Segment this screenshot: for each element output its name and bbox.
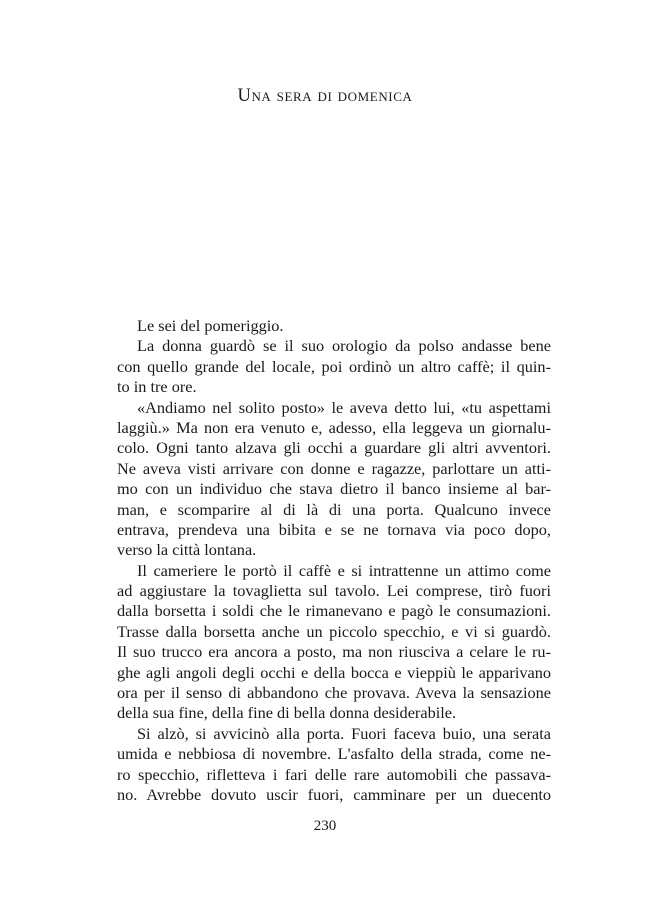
paragraph-line: Il suo trucco era ancora a posto, ma non riusciva a celare le ru- — [117, 642, 551, 662]
paragraph-line: Ne aveva visti arrivare con donne e ragazze, parlottare un atti- — [117, 458, 551, 478]
paragraph-line: Le sei del pomeriggio. — [137, 316, 284, 335]
body-text — [117, 316, 551, 805]
paragraph-line: to in tre ore. — [117, 377, 197, 397]
paragraph-line: Si alzò, si avvicinò alla porta. Fuori faceva buio, una serata — [137, 723, 551, 743]
paragraph-line: Trasse dalla borsetta anche un piccolo specchio, e vi si guardò. — [117, 621, 551, 641]
paragraph-line: ora per il senso di abbandono che provava. Aveva la sensazione — [117, 683, 551, 703]
paragraph-line: colo. Ogni tanto alzava gli occhi a guardare gli altri avventori. — [117, 438, 551, 458]
paragraph-line: entrava, prendeva una bibita e se ne tornava via poco dopo, — [117, 519, 551, 539]
paragraph-line: con quello grande del locale, poi ordinò un altro caffè; il quin- — [117, 356, 551, 376]
paragraph-line: umida e nebbiosa di novembre. L'asfalto della strada, come ne- — [117, 744, 551, 764]
paragraph-line: dalla borsetta i soldi che le rimanevano e pagò le consumazioni. — [117, 601, 551, 621]
page-number: 230 — [313, 818, 337, 834]
paragraph-line: Il cameriere le portò il caffè e si intrattenne un attimo come — [137, 560, 551, 580]
chapter-title: Una sera di domenica — [237, 86, 413, 106]
paragraph-line: ro specchio, rifletteva i fari delle rare automobili che passava- — [117, 764, 551, 784]
paragraph-line: mo con un individuo che stava dietro il banco insieme al bar- — [117, 479, 551, 499]
paragraph-line: della sua fine, della fine di bella donna desiderabile. — [117, 703, 457, 723]
paragraph-line: «Andiamo nel solito posto» le aveva detto lui, «tu aspettami — [137, 397, 551, 417]
paragraph-line: ad aggiustare la tovaglietta sul tavolo. Lei comprese, tirò fuori — [117, 581, 551, 601]
paragraph-line: laggiù.» Ma non era venuto e, adesso, ella leggeva un giornalu- — [117, 417, 551, 437]
paragraph-line: no. Avrebbe dovuto uscir fuori, camminare per un duecento — [117, 784, 551, 804]
paragraph-line: ghe agli angoli degli occhi e della bocca e vieppiù le apparivano — [117, 662, 551, 682]
paragraph-line: verso la città lontana. — [117, 540, 257, 560]
paragraph-line: man, e scomparire al di là di una porta. Qualcuno invece — [117, 499, 551, 519]
paragraph-line: La donna guardò se il suo orologio da polso andasse bene — [137, 336, 551, 356]
